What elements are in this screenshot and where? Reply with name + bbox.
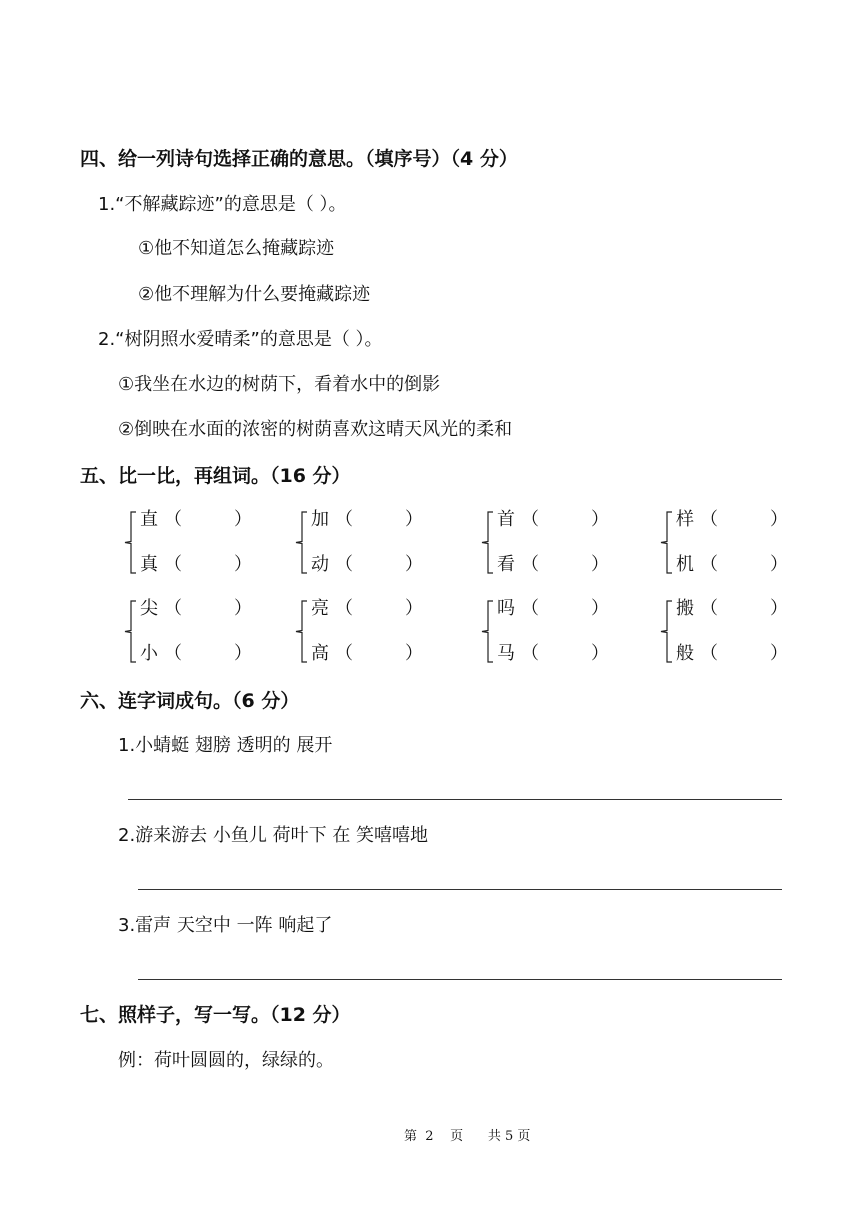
answer-blank-open[interactable]: （ xyxy=(335,598,353,619)
compare-item-8-top xyxy=(676,600,788,618)
compare-character: 马 xyxy=(497,643,515,664)
compare-character: 小 xyxy=(140,643,158,664)
compare-character: 高 xyxy=(311,643,329,664)
answer-blank-open[interactable]: （ xyxy=(521,598,539,619)
answer-blank-open[interactable]: （ xyxy=(700,643,718,664)
answer-blank-close: ） xyxy=(405,509,423,530)
compare-character: 吗 xyxy=(497,598,515,619)
answer-blank-open[interactable]: （ xyxy=(700,509,718,530)
compare-character: 尖 xyxy=(140,598,158,619)
section-4-title: 四、给一列诗句选择正确的意思。（填序号）（4 分） xyxy=(80,148,518,170)
section-5-title: 五、比一比，再组词。（16 分） xyxy=(80,465,351,487)
compare-character: 直 xyxy=(140,509,158,530)
compare-item-2-bottom xyxy=(311,556,423,574)
brace-icon xyxy=(660,511,674,574)
answer-blank-close: ） xyxy=(591,643,609,664)
compare-item-5-bottom xyxy=(140,645,252,663)
answer-blank-close: ） xyxy=(405,554,423,575)
answer-line-1[interactable] xyxy=(128,799,782,800)
compare-character: 般 xyxy=(676,643,694,664)
question-4-2-option-2: ②倒映在水面的浓密的树荫喜欢这晴天风光的柔和 xyxy=(118,419,513,440)
answer-blank-close: ） xyxy=(234,643,252,664)
answer-blank-close: ） xyxy=(234,554,252,575)
compare-character: 亮 xyxy=(311,598,329,619)
compare-item-3-bottom xyxy=(497,556,609,574)
answer-blank-close: ） xyxy=(591,598,609,619)
sentence-item-1: 1.小蜻蜓 翅膀 透明的 展开 xyxy=(118,735,333,756)
answer-blank-close: ） xyxy=(770,598,788,619)
compare-item-3-top xyxy=(497,511,609,529)
brace-icon xyxy=(481,600,495,663)
answer-blank-open[interactable]: （ xyxy=(335,509,353,530)
answer-blank-close: ） xyxy=(591,554,609,575)
answer-blank-close: ） xyxy=(234,598,252,619)
example-sentence: 例：荷叶圆圆的，绿绿的。 xyxy=(118,1050,334,1071)
compare-item-2-top xyxy=(311,511,423,529)
answer-blank-close: ） xyxy=(591,509,609,530)
question-4-1-option-2: ②他不理解为什么要掩藏踪迹 xyxy=(138,284,371,305)
compare-item-1-top xyxy=(140,511,252,529)
compare-character: 首 xyxy=(497,509,515,530)
compare-item-6-bottom xyxy=(311,645,423,663)
compare-item-5-top xyxy=(140,600,252,618)
answer-blank-close: ） xyxy=(234,509,252,530)
section-6-title: 六、连字词成句。（6 分） xyxy=(80,690,300,712)
compare-character: 样 xyxy=(676,509,694,530)
answer-blank-close: ） xyxy=(770,554,788,575)
answer-blank-open[interactable]: （ xyxy=(521,643,539,664)
compare-item-7-top xyxy=(497,600,609,618)
sentence-item-2: 2.游来游去 小鱼儿 荷叶下 在 笑嘻嘻地 xyxy=(118,825,429,846)
answer-blank-open[interactable]: （ xyxy=(521,554,539,575)
answer-blank-close: ） xyxy=(770,643,788,664)
compare-character: 看 xyxy=(497,554,515,575)
answer-blank-open[interactable]: （ xyxy=(164,598,182,619)
compare-character: 搬 xyxy=(676,598,694,619)
question-4-2-stem: 2.“树阴照水爱晴柔”的意思是（ ）。 xyxy=(98,329,383,350)
answer-blank-open[interactable]: （ xyxy=(164,554,182,575)
brace-icon xyxy=(481,511,495,574)
question-4-1-stem: 1.“不解藏踪迹”的意思是（ ）。 xyxy=(98,194,347,215)
compare-item-1-bottom xyxy=(140,556,252,574)
compare-character: 加 xyxy=(311,509,329,530)
answer-blank-open[interactable]: （ xyxy=(700,554,718,575)
brace-icon xyxy=(660,600,674,663)
answer-blank-close: ） xyxy=(405,598,423,619)
compare-character: 动 xyxy=(311,554,329,575)
answer-blank-open[interactable]: （ xyxy=(164,509,182,530)
brace-icon xyxy=(295,511,309,574)
answer-line-3[interactable] xyxy=(138,979,782,980)
section-7-title: 七、照样子，写一写。（12 分） xyxy=(80,1004,351,1026)
brace-icon xyxy=(124,511,138,574)
brace-icon xyxy=(124,600,138,663)
answer-blank-open[interactable]: （ xyxy=(521,509,539,530)
answer-line-2[interactable] xyxy=(138,889,782,890)
compare-item-4-top xyxy=(676,511,788,529)
answer-blank-open[interactable]: （ xyxy=(335,554,353,575)
compare-item-6-top xyxy=(311,600,423,618)
sentence-item-3: 3.雷声 天空中 一阵 响起了 xyxy=(118,915,333,936)
brace-icon xyxy=(295,600,309,663)
answer-blank-open[interactable]: （ xyxy=(335,643,353,664)
question-4-1-option-1: ①他不知道怎么掩藏踪迹 xyxy=(138,238,335,259)
answer-blank-open[interactable]: （ xyxy=(164,643,182,664)
compare-item-4-bottom xyxy=(676,556,788,574)
page-footer: 第 2 页 共 5 页 xyxy=(404,1129,531,1144)
answer-blank-close: ） xyxy=(770,509,788,530)
answer-blank-close: ） xyxy=(405,643,423,664)
answer-blank-open[interactable]: （ xyxy=(700,598,718,619)
compare-character: 机 xyxy=(676,554,694,575)
question-4-2-option-1: ①我坐在水边的树荫下，看着水中的倒影 xyxy=(118,374,441,395)
compare-item-7-bottom xyxy=(497,645,609,663)
compare-character: 真 xyxy=(140,554,158,575)
compare-item-8-bottom xyxy=(676,645,788,663)
